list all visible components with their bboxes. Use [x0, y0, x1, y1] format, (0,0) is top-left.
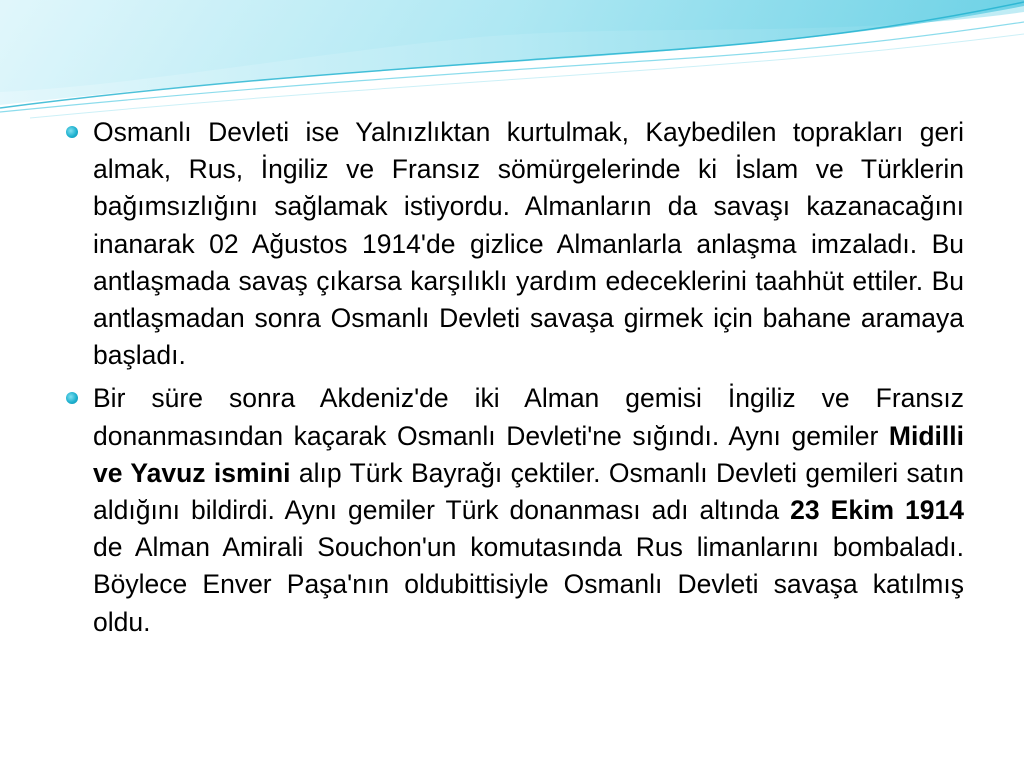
wave-band-main	[0, 0, 1024, 105]
bullet-item-2	[66, 380, 964, 640]
decorative-wave-header	[0, 0, 1024, 130]
bullet-dot-icon	[66, 392, 78, 404]
bullet-text-1: Osmanlı Devleti ise Yalnızlıktan kurtulmak, Kaybedilen toprakları geri almak, Rus, İngiliz ve Fransız sömürgelerinde ki İslam ve Türklerin bağımsızlığını sağlamak istiyordu. Almanların da savaşı kazanacağını inanarak 02 Ağustos 1914'de gizlice Almanlarla anlaşma imzaladı. Bu antlaşmada savaş çıkarsa karşılıklı yardım edeceklerini taahhüt ettiler. Bu antlaşmadan sonra Osmanlı Devleti savaşa girmek için bahane aramaya başladı.	[93, 117, 964, 371]
bullet-2-bold-ship-names: Midilli ve Yavuz ismini	[93, 420, 964, 488]
bullet-item-1	[66, 114, 964, 374]
bullet-2-bold-date: 23 Ekim 1914	[790, 495, 964, 526]
bullet-2-text-part-3: de Alman Amirali Souchon'un komutasında Rus limanlarını bombaladı. Böylece Enver Paşa'nın oldubittisiyle Osmanlı Devleti savaşa katılmış oldu.	[93, 532, 964, 637]
bullet-2-text-part-1: Bir süre sonra Akdeniz'de iki Alman gemisi İngiliz ve Fransız donanmasından kaçarak Osmanlı Devleti'ne sığındı. Aynı gemiler	[93, 383, 964, 451]
bullet-2-text-part-2: alıp Türk Bayrağı çektiler. Osmanlı Devleti gemileri satın aldığını bildirdi. Aynı gemiler Türk donanması adı altında	[93, 457, 964, 526]
bullet-text-2	[93, 380, 964, 640]
slide-content	[66, 114, 964, 647]
bullet-dot-icon	[66, 126, 78, 138]
